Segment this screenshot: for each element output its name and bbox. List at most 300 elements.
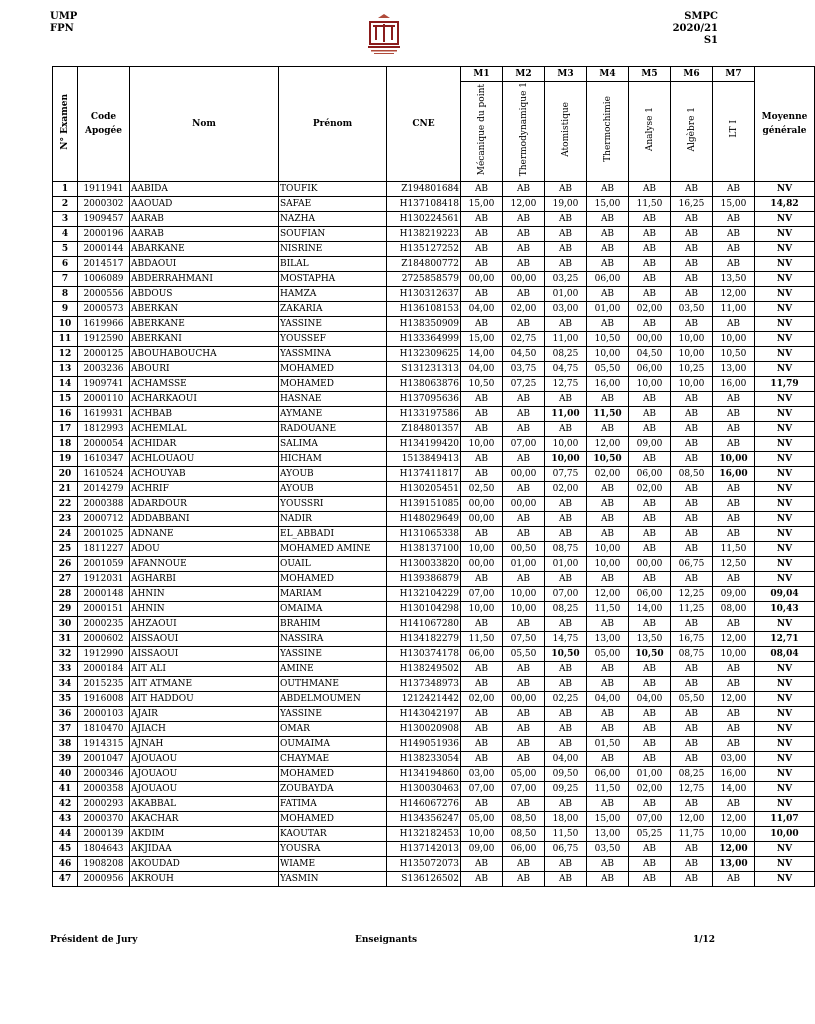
module-code-m5: M5 xyxy=(629,67,671,82)
cne-cell: H134356247 xyxy=(387,812,461,827)
grade-cell-m7: 13,50 xyxy=(713,272,755,287)
cne-cell: H137411817 xyxy=(387,467,461,482)
grade-cell-m2: AB xyxy=(503,392,545,407)
average-cell: NV xyxy=(755,767,815,782)
average-cell: NV xyxy=(755,212,815,227)
apogee-code-cell: 2015235 xyxy=(78,677,130,692)
grade-cell-m2: AB xyxy=(503,317,545,332)
grade-cell-m4: AB xyxy=(587,512,629,527)
grade-cell-m5: AB xyxy=(629,527,671,542)
exam-number-cell: 14 xyxy=(53,377,78,392)
apogee-code-cell: 1619931 xyxy=(78,407,130,422)
grade-cell-m6: AB xyxy=(671,707,713,722)
grade-cell-m4: AB xyxy=(587,287,629,302)
grade-cell-m2: AB xyxy=(503,737,545,752)
cne-cell: H138063876 xyxy=(387,377,461,392)
cne-cell: H130374178 xyxy=(387,647,461,662)
grade-cell-m4: 11,50 xyxy=(587,602,629,617)
grade-cell-m7: 12,00 xyxy=(713,632,755,647)
table-row xyxy=(53,857,815,872)
grade-cell-m2: AB xyxy=(503,677,545,692)
grade-cell-m5: 04,50 xyxy=(629,347,671,362)
average-cell: NV xyxy=(755,752,815,767)
grade-cell-m7: AB xyxy=(713,317,755,332)
last-name-cell: ACHLOUAOU xyxy=(130,452,279,467)
apogee-code-cell: 2000293 xyxy=(78,797,130,812)
grade-cell-m3: 09,50 xyxy=(545,767,587,782)
cne-cell: H130205451 xyxy=(387,482,461,497)
average-cell: NV xyxy=(755,842,815,857)
first-name-cell: FATIMA xyxy=(279,797,387,812)
grade-cell-m6: AB xyxy=(671,242,713,257)
last-name-cell: AHZAOUI xyxy=(130,617,279,632)
apogee-code-cell: 1914315 xyxy=(78,737,130,752)
first-name-cell: OUMAIMA xyxy=(279,737,387,752)
apogee-code-cell: 1811227 xyxy=(78,542,130,557)
grade-cell-m1: AB xyxy=(461,212,503,227)
grade-cell-m1: 15,00 xyxy=(461,332,503,347)
apogee-code-cell: 2000151 xyxy=(78,602,130,617)
grade-cell-m1: AB xyxy=(461,722,503,737)
apogee-code-cell: 2003236 xyxy=(78,362,130,377)
last-name-cell: AKABBAL xyxy=(130,797,279,812)
cne-cell: H134182279 xyxy=(387,632,461,647)
first-name-cell: EL_ABBADI xyxy=(279,527,387,542)
average-cell: NV xyxy=(755,557,815,572)
average-cell: NV xyxy=(755,857,815,872)
table-row xyxy=(53,737,815,752)
grade-cell-m6: AB xyxy=(671,407,713,422)
last-name-cell: ADDABBANI xyxy=(130,512,279,527)
grade-cell-m7: 16,00 xyxy=(713,767,755,782)
grades-body xyxy=(53,182,815,887)
grade-cell-m5: 00,00 xyxy=(629,557,671,572)
exam-number-cell: 2 xyxy=(53,197,78,212)
apogee-code-cell: 1812993 xyxy=(78,422,130,437)
grade-cell-m5: AB xyxy=(629,542,671,557)
grade-cell-m3: AB xyxy=(545,572,587,587)
grade-cell-m7: 13,00 xyxy=(713,362,755,377)
last-name-cell: ABERKAN xyxy=(130,302,279,317)
module-code-m7: M7 xyxy=(713,67,755,82)
grade-cell-m3: AB xyxy=(545,392,587,407)
grade-cell-m1: AB xyxy=(461,182,503,197)
grade-cell-m6: 11,75 xyxy=(671,827,713,842)
first-name-cell: KAOUTAR xyxy=(279,827,387,842)
grade-cell-m6: 10,00 xyxy=(671,377,713,392)
exam-number-cell: 35 xyxy=(53,692,78,707)
average-cell: NV xyxy=(755,512,815,527)
grade-cell-m6: 05,50 xyxy=(671,692,713,707)
grade-cell-m6: AB xyxy=(671,722,713,737)
apogee-code-cell: 2000148 xyxy=(78,587,130,602)
average-cell: 12,71 xyxy=(755,632,815,647)
last-name-cell: AJIACH xyxy=(130,722,279,737)
grade-cell-m4: 15,00 xyxy=(587,812,629,827)
grade-cell-m2: AB xyxy=(503,617,545,632)
grade-cell-m7: AB xyxy=(713,737,755,752)
grade-cell-m3: AB xyxy=(545,527,587,542)
table-row xyxy=(53,677,815,692)
last-name-cell: AJNAH xyxy=(130,737,279,752)
first-name-cell: BILAL xyxy=(279,257,387,272)
grade-cell-m7: AB xyxy=(713,407,755,422)
grade-cell-m4: 12,00 xyxy=(587,437,629,452)
cne-cell: S136126502 xyxy=(387,872,461,887)
grade-cell-m3: 08,25 xyxy=(545,602,587,617)
grade-cell-m5: AB xyxy=(629,842,671,857)
grade-cell-m1: 02,00 xyxy=(461,692,503,707)
grade-cell-m7: AB xyxy=(713,422,755,437)
cne-cell: H135127252 xyxy=(387,242,461,257)
grade-cell-m3: 07,00 xyxy=(545,587,587,602)
apogee-code-cell: 2000103 xyxy=(78,707,130,722)
grade-cell-m1: 06,00 xyxy=(461,647,503,662)
grade-cell-m7: AB xyxy=(713,662,755,677)
grade-cell-m4: AB xyxy=(587,392,629,407)
last-name-cell: ABERKANE xyxy=(130,317,279,332)
exam-number-cell: 17 xyxy=(53,422,78,437)
module-name-m4: Thermochimie xyxy=(587,82,629,182)
grade-cell-m3: AB xyxy=(545,182,587,197)
cne-cell: H135072073 xyxy=(387,857,461,872)
cne-cell: H141067280 xyxy=(387,617,461,632)
table-row xyxy=(53,182,815,197)
grade-cell-m7: AB xyxy=(713,512,755,527)
grade-cell-m7: AB xyxy=(713,872,755,887)
cne-cell: H137142013 xyxy=(387,842,461,857)
grade-cell-m1: 09,00 xyxy=(461,842,503,857)
exam-number-cell: 5 xyxy=(53,242,78,257)
average-cell: NV xyxy=(755,677,815,692)
grade-cell-m5: 04,00 xyxy=(629,692,671,707)
average-cell: NV xyxy=(755,227,815,242)
grade-cell-m5: AB xyxy=(629,452,671,467)
grade-cell-m2: AB xyxy=(503,512,545,527)
average-cell: NV xyxy=(755,542,815,557)
grade-cell-m4: 05,50 xyxy=(587,362,629,377)
grade-cell-m6: AB xyxy=(671,392,713,407)
grade-cell-m3: AB xyxy=(545,497,587,512)
grade-cell-m6: AB xyxy=(671,287,713,302)
grade-cell-m4: 04,00 xyxy=(587,692,629,707)
cne-cell: H130033820 xyxy=(387,557,461,572)
apogee-code-cell: 2000388 xyxy=(78,497,130,512)
grade-cell-m6: AB xyxy=(671,752,713,767)
exam-number-cell: 9 xyxy=(53,302,78,317)
grade-cell-m4: AB xyxy=(587,422,629,437)
grade-cell-m4: 06,00 xyxy=(587,272,629,287)
last-name-cell: AKOUDAD xyxy=(130,857,279,872)
teachers-label: Enseignants xyxy=(355,935,418,945)
last-name-cell: ABARKANE xyxy=(130,242,279,257)
grade-cell-m3: 03,25 xyxy=(545,272,587,287)
last-name-cell: AJOUAOU xyxy=(130,782,279,797)
cne-cell: H138137100 xyxy=(387,542,461,557)
grade-cell-m7: 16,00 xyxy=(713,467,755,482)
first-name-cell: BRAHIM xyxy=(279,617,387,632)
grade-cell-m3: 03,00 xyxy=(545,302,587,317)
table-row xyxy=(53,272,815,287)
grade-cell-m1: 10,00 xyxy=(461,542,503,557)
exam-number-cell: 38 xyxy=(53,737,78,752)
exam-number-cell: 12 xyxy=(53,347,78,362)
cne-cell: H138233054 xyxy=(387,752,461,767)
last-name-cell: ACHARKAOUI xyxy=(130,392,279,407)
last-name-cell: AKACHAR xyxy=(130,812,279,827)
grade-cell-m3: AB xyxy=(545,317,587,332)
exam-number-cell: 31 xyxy=(53,632,78,647)
grade-cell-m3: 07,75 xyxy=(545,467,587,482)
last-name-cell: ABOUHABOUCHA xyxy=(130,347,279,362)
grade-cell-m2: 05,50 xyxy=(503,647,545,662)
grade-cell-m3: 02,00 xyxy=(545,482,587,497)
grade-cell-m2: 02,00 xyxy=(503,302,545,317)
grade-cell-m7: AB xyxy=(713,392,755,407)
average-cell: NV xyxy=(755,482,815,497)
apogee-code-cell: 2000054 xyxy=(78,437,130,452)
cne-cell: H138249502 xyxy=(387,662,461,677)
exam-number-cell: 7 xyxy=(53,272,78,287)
grade-cell-m6: 12,00 xyxy=(671,812,713,827)
last-name-cell: ABDAOUI xyxy=(130,257,279,272)
grade-cell-m1: 07,00 xyxy=(461,587,503,602)
module-code-m3: M3 xyxy=(545,67,587,82)
exam-number-cell: 8 xyxy=(53,287,78,302)
grade-cell-m3: AB xyxy=(545,677,587,692)
grade-cell-m3: AB xyxy=(545,872,587,887)
grade-cell-m2: AB xyxy=(503,572,545,587)
grade-cell-m3: AB xyxy=(545,707,587,722)
grade-cell-m1: AB xyxy=(461,227,503,242)
last-name-cell: ACHEMLAL xyxy=(130,422,279,437)
grade-cell-m4: AB xyxy=(587,722,629,737)
table-row xyxy=(53,587,815,602)
grade-cell-m6: AB xyxy=(671,737,713,752)
table-row xyxy=(53,842,815,857)
exam-number-cell: 47 xyxy=(53,872,78,887)
grade-cell-m1: AB xyxy=(461,707,503,722)
average-cell: NV xyxy=(755,692,815,707)
col-header-exam: N° Examen xyxy=(53,67,78,182)
grade-cell-m5: 02,00 xyxy=(629,782,671,797)
module-name-m2: Thermodynamique 1 xyxy=(503,82,545,182)
table-row xyxy=(53,287,815,302)
table-row xyxy=(53,617,815,632)
grade-cell-m7: 12,00 xyxy=(713,842,755,857)
grade-cell-m7: 09,00 xyxy=(713,587,755,602)
last-name-cell: AIT ATMANE xyxy=(130,677,279,692)
grade-cell-m3: 01,00 xyxy=(545,287,587,302)
grade-cell-m5: 06,00 xyxy=(629,362,671,377)
exam-number-cell: 20 xyxy=(53,467,78,482)
last-name-cell: AKDIM xyxy=(130,827,279,842)
grade-cell-m6: AB xyxy=(671,872,713,887)
table-row xyxy=(53,452,815,467)
apogee-code-cell: 2000556 xyxy=(78,287,130,302)
grade-cell-m1: AB xyxy=(461,797,503,812)
exam-number-cell: 3 xyxy=(53,212,78,227)
grade-cell-m4: 13,00 xyxy=(587,632,629,647)
grade-cell-m2: AB xyxy=(503,707,545,722)
grade-cell-m6: AB xyxy=(671,677,713,692)
cne-cell: H133197586 xyxy=(387,407,461,422)
grade-cell-m2: AB xyxy=(503,212,545,227)
grade-cell-m4: AB xyxy=(587,527,629,542)
last-name-cell: ABERKANI xyxy=(130,332,279,347)
grade-cell-m3: AB xyxy=(545,422,587,437)
apogee-code-cell: 2000125 xyxy=(78,347,130,362)
first-name-cell: MOHAMED xyxy=(279,362,387,377)
cne-cell: H143042197 xyxy=(387,707,461,722)
last-name-cell: AJOUAOU xyxy=(130,767,279,782)
grade-cell-m5: 00,00 xyxy=(629,332,671,347)
grade-cell-m6: AB xyxy=(671,497,713,512)
exam-number-cell: 10 xyxy=(53,317,78,332)
grade-cell-m5: AB xyxy=(629,662,671,677)
exam-number-cell: 40 xyxy=(53,767,78,782)
grade-cell-m5: AB xyxy=(629,242,671,257)
table-row xyxy=(53,347,815,362)
average-cell: NV xyxy=(755,347,815,362)
cne-cell: Z194801684 xyxy=(387,182,461,197)
grade-cell-m7: AB xyxy=(713,707,755,722)
table-row xyxy=(53,797,815,812)
apogee-code-cell: 2000235 xyxy=(78,617,130,632)
first-name-cell: AYOUB xyxy=(279,482,387,497)
grade-cell-m6: AB xyxy=(671,857,713,872)
grade-cell-m7: 14,00 xyxy=(713,782,755,797)
grade-cell-m3: 11,00 xyxy=(545,407,587,422)
grade-cell-m7: 10,00 xyxy=(713,452,755,467)
apogee-code-cell: 2000358 xyxy=(78,782,130,797)
last-name-cell: AFANNOUE xyxy=(130,557,279,572)
grade-cell-m2: 10,00 xyxy=(503,602,545,617)
grade-cell-m7: 03,00 xyxy=(713,752,755,767)
average-cell: 10,00 xyxy=(755,827,815,842)
grade-cell-m2: AB xyxy=(503,422,545,437)
first-name-cell: NADIR xyxy=(279,512,387,527)
average-cell: 09,04 xyxy=(755,587,815,602)
first-name-cell: MOHAMED xyxy=(279,572,387,587)
average-cell: 11,79 xyxy=(755,377,815,392)
table-row xyxy=(53,692,815,707)
grade-cell-m6: AB xyxy=(671,422,713,437)
cne-cell: H134194860 xyxy=(387,767,461,782)
average-cell: NV xyxy=(755,617,815,632)
grade-cell-m5: 06,00 xyxy=(629,587,671,602)
grade-cell-m4: AB xyxy=(587,182,629,197)
exam-number-cell: 23 xyxy=(53,512,78,527)
grade-cell-m5: 05,25 xyxy=(629,827,671,842)
grade-cell-m5: 11,50 xyxy=(629,197,671,212)
grade-cell-m2: AB xyxy=(503,752,545,767)
grade-cell-m7: 12,50 xyxy=(713,557,755,572)
average-cell: NV xyxy=(755,437,815,452)
grade-cell-m1: 00,00 xyxy=(461,512,503,527)
grade-cell-m6: 10,25 xyxy=(671,362,713,377)
grade-cell-m5: AB xyxy=(629,272,671,287)
table-row xyxy=(53,407,815,422)
grade-cell-m7: AB xyxy=(713,257,755,272)
module-code-m2: M2 xyxy=(503,67,545,82)
grade-cell-m3: AB xyxy=(545,797,587,812)
exam-number-cell: 33 xyxy=(53,662,78,677)
table-row xyxy=(53,317,815,332)
grade-cell-m2: 05,00 xyxy=(503,767,545,782)
grade-cell-m1: AB xyxy=(461,737,503,752)
cne-cell: Z184800772 xyxy=(387,257,461,272)
grade-cell-m3: 04,75 xyxy=(545,362,587,377)
first-name-cell: HASNAE xyxy=(279,392,387,407)
cne-cell: 2725858579 xyxy=(387,272,461,287)
table-row xyxy=(53,332,815,347)
cne-cell: 1513849413 xyxy=(387,452,461,467)
average-cell: NV xyxy=(755,452,815,467)
grade-cell-m6: AB xyxy=(671,842,713,857)
grade-cell-m2: AB xyxy=(503,257,545,272)
first-name-cell: NISRINE xyxy=(279,242,387,257)
first-name-cell: AYMANE xyxy=(279,407,387,422)
grade-cell-m1: AB xyxy=(461,422,503,437)
apogee-code-cell: 2000302 xyxy=(78,197,130,212)
table-row xyxy=(53,242,815,257)
average-cell: NV xyxy=(755,317,815,332)
grade-cell-m5: AB xyxy=(629,422,671,437)
first-name-cell: OUAIL xyxy=(279,557,387,572)
table-row xyxy=(53,302,815,317)
grade-cell-m1: AB xyxy=(461,857,503,872)
semester: S1 xyxy=(703,35,718,46)
grade-cell-m5: AB xyxy=(629,512,671,527)
exam-number-cell: 28 xyxy=(53,587,78,602)
exam-number-cell: 25 xyxy=(53,542,78,557)
apogee-code-cell: 1911941 xyxy=(78,182,130,197)
grade-cell-m2: 00,00 xyxy=(503,497,545,512)
grade-cell-m5: 07,00 xyxy=(629,812,671,827)
table-row xyxy=(53,392,815,407)
grade-cell-m2: AB xyxy=(503,227,545,242)
cne-cell: H132309625 xyxy=(387,347,461,362)
cne-cell: H139151085 xyxy=(387,497,461,512)
apogee-code-cell: 1804643 xyxy=(78,842,130,857)
grade-cell-m4: 13,00 xyxy=(587,827,629,842)
table-row xyxy=(53,467,815,482)
grade-cell-m6: AB xyxy=(671,272,713,287)
table-row xyxy=(53,362,815,377)
grade-cell-m6: 16,75 xyxy=(671,632,713,647)
apogee-code-cell: 2000144 xyxy=(78,242,130,257)
grade-cell-m5: AB xyxy=(629,287,671,302)
grade-cell-m1: 03,00 xyxy=(461,767,503,782)
grade-cell-m1: 10,50 xyxy=(461,377,503,392)
apogee-code-cell: 1610347 xyxy=(78,452,130,467)
cne-cell: H137348973 xyxy=(387,677,461,692)
last-name-cell: AKROUH xyxy=(130,872,279,887)
apogee-code-cell: 1909457 xyxy=(78,212,130,227)
average-cell: 11,07 xyxy=(755,812,815,827)
grade-cell-m2: 00,00 xyxy=(503,467,545,482)
grade-cell-m4: 11,50 xyxy=(587,407,629,422)
faculty-abbrev: FPN xyxy=(50,23,74,34)
first-name-cell: YOUSSRI xyxy=(279,497,387,512)
grade-cell-m3: 11,50 xyxy=(545,827,587,842)
average-cell: NV xyxy=(755,722,815,737)
first-name-cell: AMINE xyxy=(279,662,387,677)
cne-cell: H146067276 xyxy=(387,797,461,812)
average-cell: 10,43 xyxy=(755,602,815,617)
grade-cell-m7: AB xyxy=(713,677,755,692)
